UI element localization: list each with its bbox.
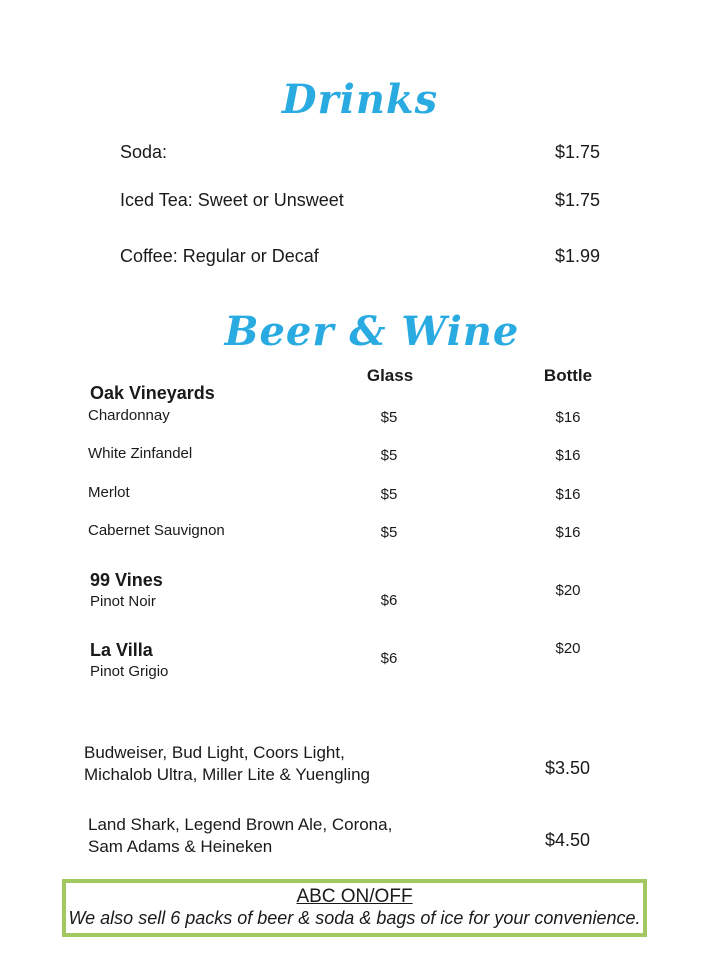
- menu-item-label: Iced Tea: Sweet or Unsweet: [120, 190, 344, 210]
- wine-label: Merlot: [88, 484, 130, 501]
- column-header-glass: Glass: [366, 366, 414, 385]
- column-header-bottle: Bottle: [543, 366, 593, 385]
- wine-glass-price: $5: [380, 447, 398, 464]
- beer-wine-title: Beer & Wine: [224, 308, 520, 355]
- menu-item-label: Coffee: Regular or Decaf: [120, 246, 319, 266]
- menu-item-label: Soda:: [120, 142, 168, 162]
- beer-list-line: Land Shark, Legend Brown Ale, Corona,: [88, 815, 393, 834]
- wine-glass-price: $6: [380, 592, 398, 609]
- wine-bottle-price: $16: [555, 409, 581, 426]
- wine-bottle-price: $20: [555, 640, 581, 657]
- menu-item-price: $1.75: [555, 190, 601, 210]
- wine-label: Cabernet Sauvignon: [88, 522, 225, 539]
- abc-notice-note: We also sell 6 packs of beer & soda & bags of ice for your convenience.: [68, 907, 641, 928]
- wine-label: White Zinfandel: [88, 445, 193, 462]
- wine-label: Pinot Noir: [90, 593, 156, 610]
- beer-list-line: Michalob Ultra, Miller Lite & Yuengling: [84, 765, 370, 784]
- wine-glass-price: $6: [380, 650, 398, 667]
- wine-label: Chardonnay: [88, 407, 170, 424]
- wine-bottle-price: $16: [555, 486, 581, 503]
- winery-name: 99 Vines: [90, 570, 163, 590]
- wine-label: Pinot Grigio: [90, 663, 169, 680]
- menu-item-price: $1.75: [555, 142, 601, 162]
- wine-glass-price: $5: [380, 524, 398, 541]
- beer-list-line: Sam Adams & Heineken: [88, 837, 273, 856]
- beer-list-line: Budweiser, Bud Light, Coors Light,: [84, 743, 345, 762]
- abc-notice-title: ABC ON/OFF: [296, 885, 413, 907]
- wine-bottle-price: $16: [555, 447, 581, 464]
- wine-glass-price: $5: [380, 409, 398, 426]
- abc-notice-box: [62, 879, 647, 937]
- beer-price: $3.50: [545, 758, 591, 778]
- beer-price: $4.50: [545, 830, 591, 850]
- winery-name: Oak Vineyards: [90, 383, 215, 403]
- menu-item-price: $1.99: [555, 246, 601, 266]
- wine-bottle-price: $16: [555, 524, 581, 541]
- winery-name: La Villa: [90, 640, 153, 660]
- wine-glass-price: $5: [380, 486, 398, 503]
- wine-bottle-price: $20: [555, 582, 581, 599]
- drinks-title: Drinks: [281, 76, 439, 123]
